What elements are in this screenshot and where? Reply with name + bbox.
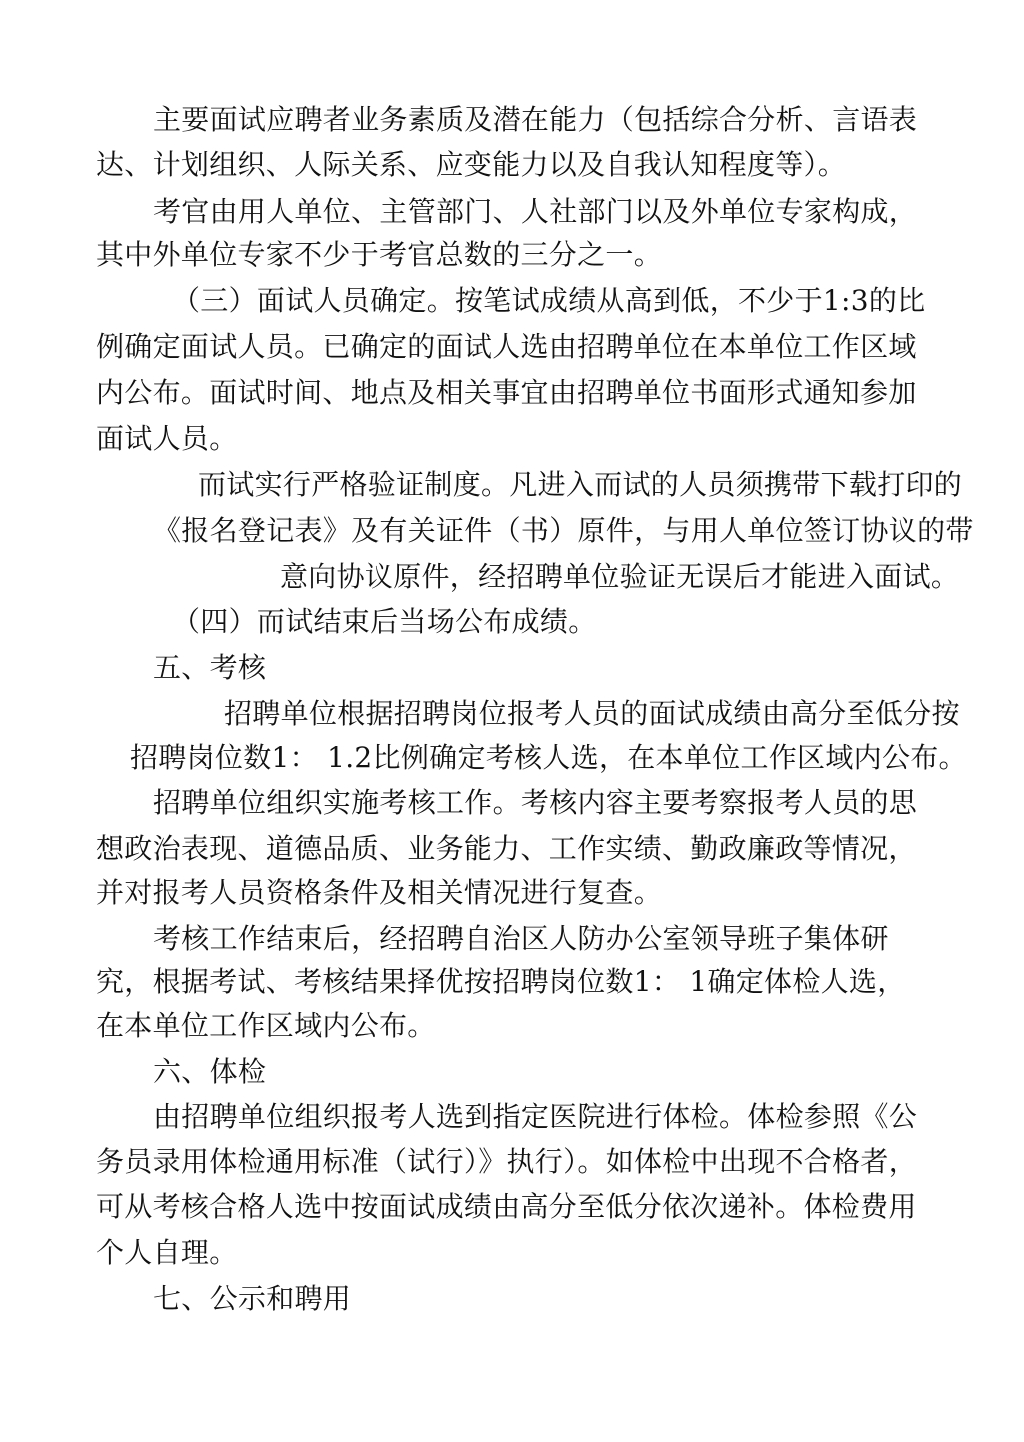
text-line: 在本单位工作区域内公布。: [96, 1009, 436, 1042]
text-line: 意向协议原件，经招聘单位验证无误后才能进入面试。: [280, 560, 960, 593]
text-line: 招聘单位组织实施考核工作。考核内容主要考察报考人员的思: [153, 786, 918, 819]
text-line: 招聘单位根据招聘岗位报考人员的面试成绩由高分至低分按: [224, 697, 960, 730]
text-line: 个人自理。: [96, 1236, 238, 1269]
text-line: 内公布。面试时间、地点及相关事宜由招聘单位书面形式通知参加: [96, 376, 917, 409]
section-heading: 五、考核: [153, 651, 267, 684]
text-line: 《报名登记表》及有关证件（书）原件，与用人单位签订协议的带: [153, 514, 974, 547]
text-line: 招聘岗位数1： 1.2比例确定考核人选，在本单位工作区域内公布。: [130, 741, 967, 774]
section-heading: 七、公示和聘用: [153, 1282, 352, 1315]
text-line: 考官由用人单位、主管部门、人社部门以及外单位专家构成，: [153, 195, 918, 228]
section-heading: 六、体检: [153, 1055, 267, 1088]
text-line: 面试人员。: [96, 422, 238, 455]
text-line: 考核工作结束后，经招聘自治区人防办公室领导班子集体研: [153, 922, 889, 955]
text-line: 例确定面试人员。已确定的面试人选由招聘单位在本单位工作区域: [96, 330, 917, 363]
text-line: 务员录用体检通用标准（试行）》执行）。如体检中出现不合格者，: [96, 1145, 918, 1178]
text-line: （三）面试人员确定。按笔试成绩从高到低，不少于1:3的比: [172, 284, 926, 317]
text-line: 达、计划组织、人际关系、应变能力以及自我认知程度等）。: [96, 148, 847, 181]
text-line: 可从考核合格人选中按面试成绩由高分至低分依次递补。体检费用: [96, 1190, 917, 1223]
text-line: 而试实行严格验证制度。凡进入而试的人员须携带下载打印的: [198, 468, 963, 501]
text-line: （四）而试结束后当场公布成绩。: [172, 605, 597, 638]
text-line: 由招聘单位组织报考人选到指定医院进行体检。体检参照《公: [153, 1100, 918, 1133]
text-line: 其中外单位专家不少于考官总数的三分之一。: [96, 238, 663, 271]
text-line: 究，根据考试、考核结果择优按招聘岗位数1： 1确定体检人选，: [96, 965, 906, 998]
text-line: 并对报考人员资格条件及相关情况进行复查。: [96, 876, 663, 909]
text-line: 主要面试应聘者业务素质及潜在能力（包括综合分析、言语表: [153, 103, 918, 136]
text-line: 想政治表现、道德品质、业务能力、工作实绩、勤政廉政等情况，: [96, 832, 917, 865]
